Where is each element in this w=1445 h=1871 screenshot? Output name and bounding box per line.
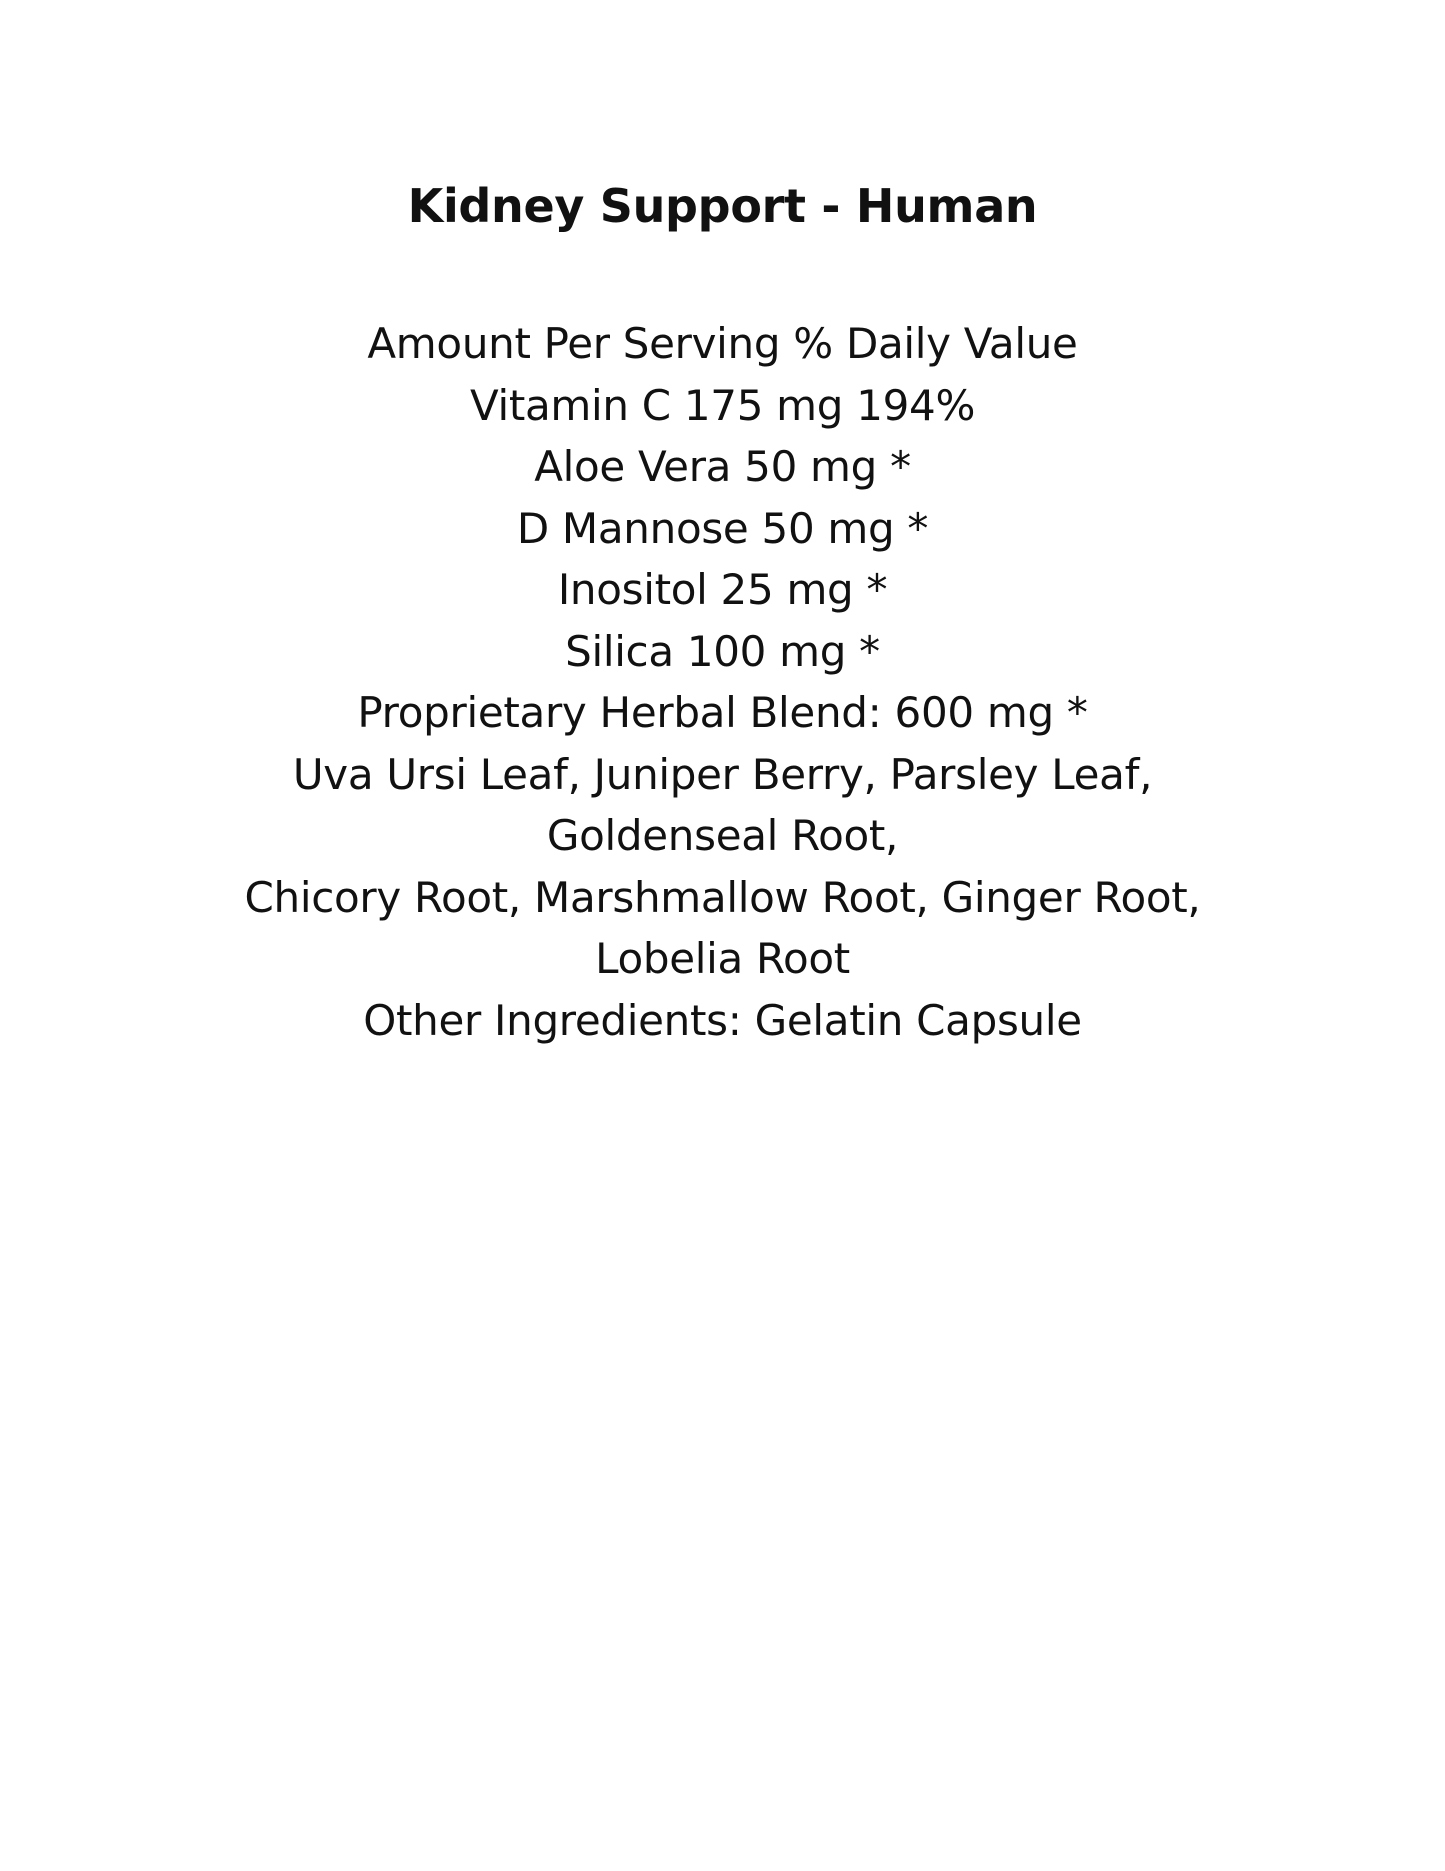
ingredient-line: Vitamin C 175 mg 194% <box>469 380 976 430</box>
document-title: Kidney Support - Human <box>407 179 1038 233</box>
ingredient-line: Proprietary Herbal Blend: 600 mg * <box>357 688 1088 737</box>
herbal-blend-line: Lobelia Root <box>595 934 850 983</box>
herbal-blend-line: Uva Ursi Leaf, Juniper Berry, Parsley Leaf, <box>292 749 1153 799</box>
ingredient-line: Silica 100 mg * <box>565 626 880 676</box>
supplement-facts-list <box>0 313 1445 1051</box>
other-ingredients-line: Other Ingredients: Gelatin Capsule <box>363 995 1082 1045</box>
ingredient-line: D Mannose 50 mg * <box>516 503 929 553</box>
herbal-blend-line: Chicory Root, Marshmallow Root, Ginger Root, <box>244 872 1201 922</box>
ingredient-line: Inositol 25 mg * <box>557 565 888 614</box>
herbal-blend-line: Goldenseal Root, <box>546 811 899 860</box>
ingredient-line: Aloe Vera 50 mg * <box>534 442 911 491</box>
table-header-line: Amount Per Serving % Daily Value <box>367 319 1078 368</box>
